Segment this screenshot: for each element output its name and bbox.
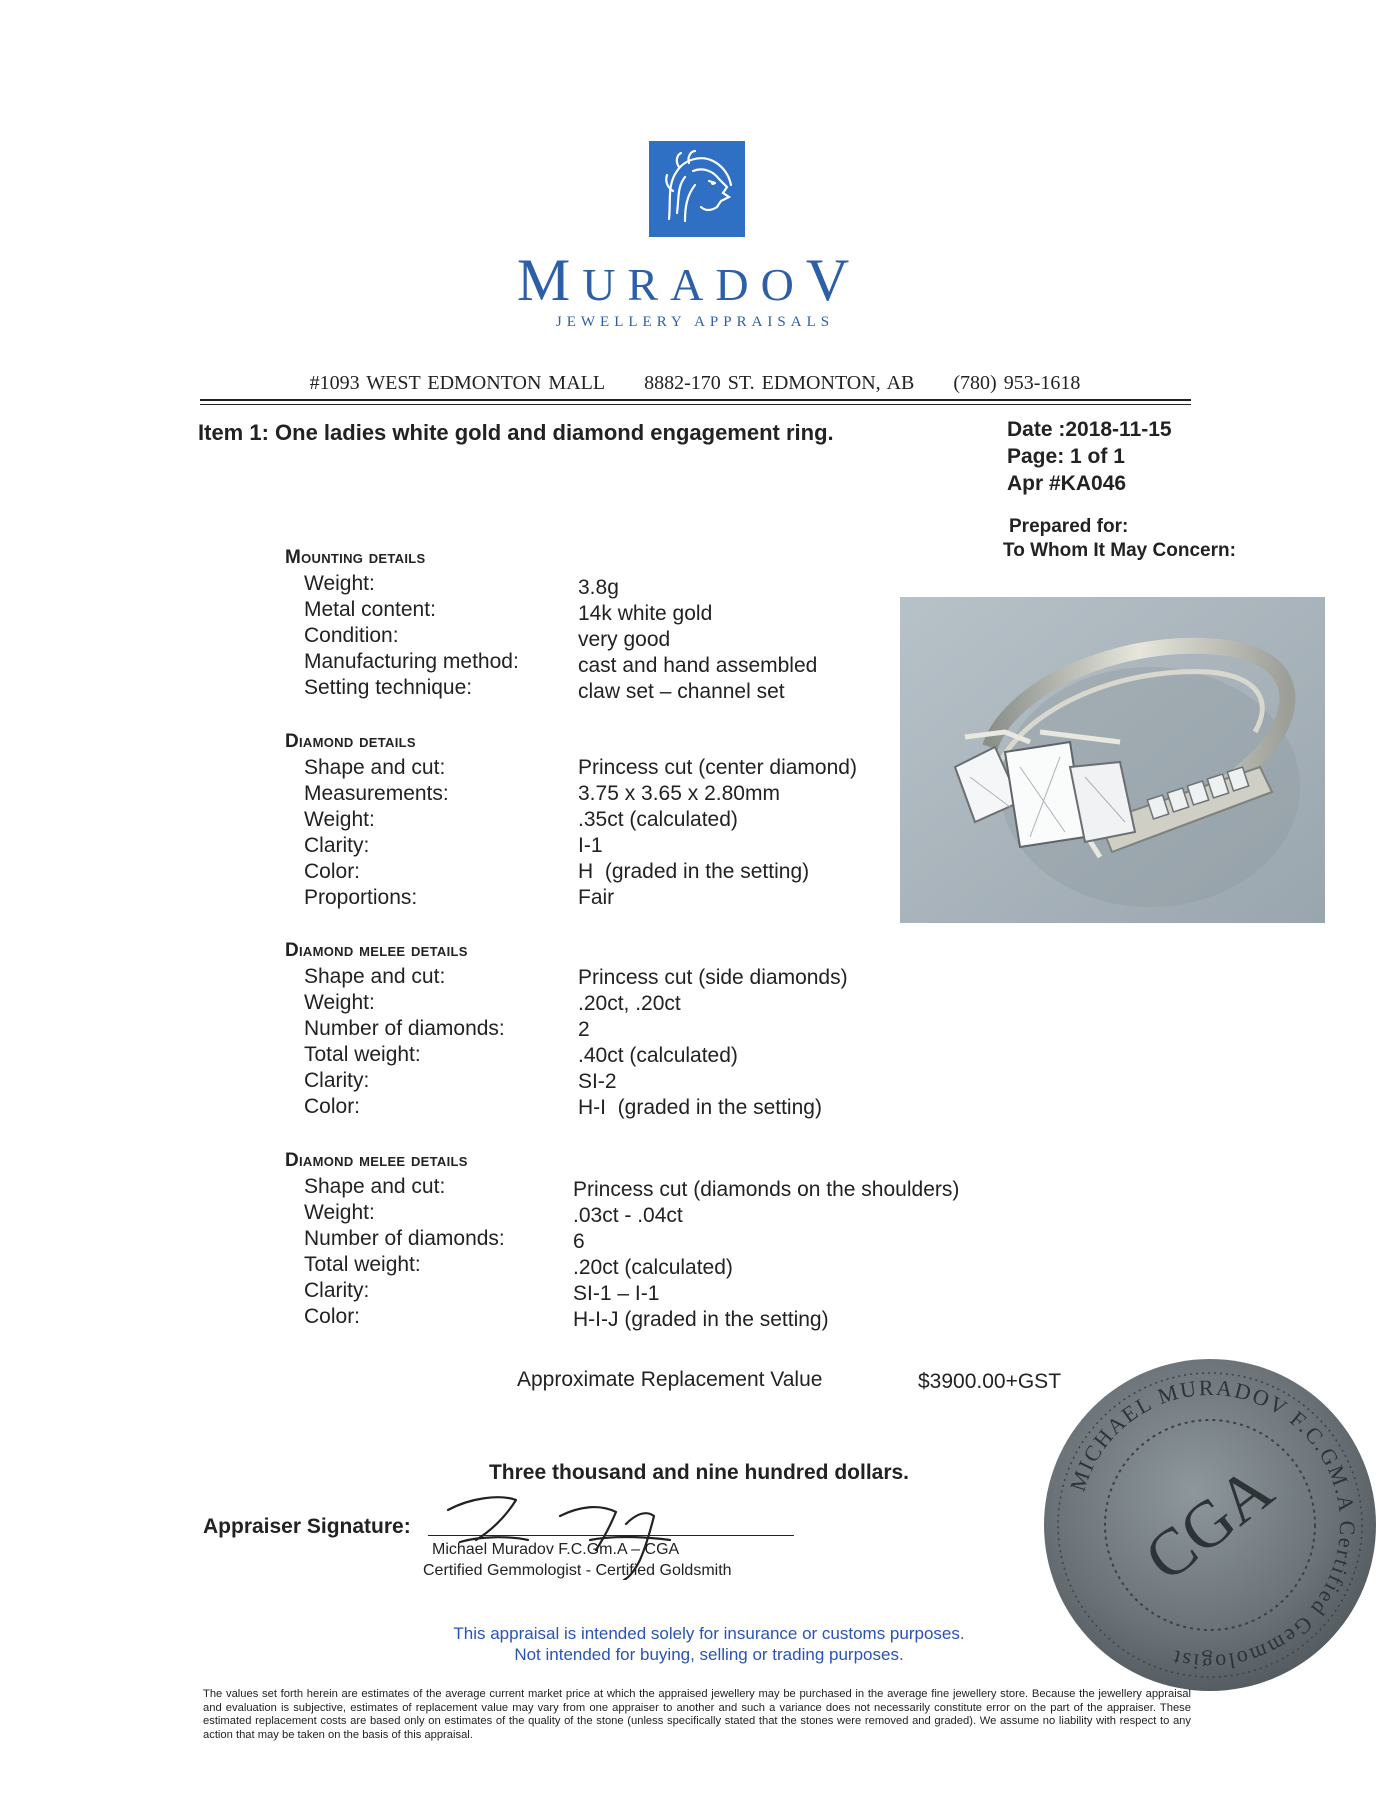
appraisal-date: Date :2018-11-15 <box>1007 418 1172 441</box>
melee2-label: Total weight: <box>304 1253 421 1276</box>
melee2-label: Number of diamonds: <box>304 1227 505 1250</box>
brand-tagline: JEWELLERY APPRAISALS <box>555 314 835 330</box>
melee1-values <box>578 965 918 1121</box>
melee1-value: .20ct, .20ct <box>578 992 681 1015</box>
mounting-value: claw set – channel set <box>578 680 785 703</box>
page-number: Page: 1 of 1 <box>1007 445 1125 468</box>
diamond-value: Princess cut (center diamond) <box>578 756 857 779</box>
appraisal-number: Apr #KA046 <box>1007 472 1127 495</box>
mounting-label: Setting technique: <box>304 676 473 699</box>
ring-image <box>900 597 1325 923</box>
prepared-for-value: To Whom It May Concern: <box>1003 540 1236 561</box>
melee2-values <box>573 1177 1013 1333</box>
mounting-value: cast and hand assembled <box>578 654 818 677</box>
header-rule-thin <box>200 404 1191 405</box>
mounting-values <box>578 575 898 705</box>
melee1-label: Clarity: <box>304 1069 370 1092</box>
melee2-value: Princess cut (diamonds on the shoulders) <box>573 1178 960 1201</box>
diamond-values <box>578 755 898 911</box>
logo <box>649 141 745 237</box>
diamond-heading <box>285 731 416 753</box>
melee1-value: SI-2 <box>578 1070 617 1093</box>
diamond-label: Color: <box>304 860 361 883</box>
mounting-value: 3.8g <box>578 576 619 599</box>
melee2-label: Clarity: <box>304 1279 370 1302</box>
melee2-value: .20ct (calculated) <box>573 1256 733 1279</box>
diamond-label: Measurements: <box>304 782 449 805</box>
replacement-value-label: Approximate Replacement Value <box>517 1368 823 1391</box>
diamond-label: Shape and cut: <box>304 756 446 779</box>
diamond-label: Proportions: <box>304 886 418 909</box>
lion-icon <box>649 141 745 237</box>
address-line <box>200 372 1190 395</box>
diamond-labels <box>304 755 564 911</box>
appraiser-title: Certified Gemmologist - Certified Goldsmith <box>423 1562 732 1579</box>
header-rule <box>200 399 1191 401</box>
prepared-for-label: Prepared for: <box>1009 516 1129 537</box>
diamond-value: .35ct (calculated) <box>578 808 738 831</box>
diamond-value: H (graded in the setting) <box>578 860 810 883</box>
melee1-label: Total weight: <box>304 1043 421 1066</box>
diamond-value: Fair <box>578 886 615 909</box>
melee1-value: Princess cut (side diamonds) <box>578 966 848 989</box>
mounting-label: Metal content: <box>304 598 436 621</box>
seal-outer-text: MICHAEL MURADOV F.C.GM.A Certified Gemmologist <box>1064 1374 1361 1676</box>
replacement-value: $3900.00+GST <box>918 1370 1062 1393</box>
cga-seal <box>1040 1355 1378 1695</box>
melee2-label: Weight: <box>304 1201 375 1224</box>
diamond-value: 3.75 x 3.65 x 2.80mm <box>578 782 780 805</box>
mounting-heading <box>285 547 426 569</box>
melee1-heading <box>285 940 468 962</box>
melee1-label: Weight: <box>304 991 375 1014</box>
appraiser-name: Michael Muradov F.C.Gm.A – CGA <box>432 1541 680 1558</box>
mounting-heading-text: Mounting details <box>285 547 426 568</box>
appraisal-meta <box>1007 416 1172 497</box>
notice-line-1: This appraisal is intended solely for insurance or customs purposes. <box>453 1624 965 1643</box>
mounting-label: Weight: <box>304 572 375 595</box>
melee2-heading <box>285 1150 468 1172</box>
melee2-value: H-I-J (graded in the setting) <box>573 1308 829 1331</box>
notice-line-2: Not intended for buying, selling or trading purposes. <box>514 1645 904 1664</box>
disclaimer: The values set forth herein are estimates of the average current market price at which the appraised jewellery may be purchased in the average fine jewellery store. Because the jewellery appraisal and evaluation is subjective, estimates of replacement value may vary from one appraiser to another and such a variance does not necessarily constitute error on the part of the appraiser. These estimated replacement costs are based only on estimates of the quality of the stone (unless specifically stated that the stones were removed and graded). We assume no liability with respect to any action that may be taken on the basis of this appraisal. <box>203 1688 1191 1741</box>
melee1-label: Number of diamonds: <box>304 1017 505 1040</box>
diamond-heading-text: Diamond details <box>285 731 416 752</box>
seal-center-text: CGA <box>1131 1452 1287 1596</box>
diamond-value: I-1 <box>578 834 603 857</box>
address-street: 8882-170 ST. EDMONTON, AB <box>644 372 915 394</box>
melee2-value: 6 <box>573 1230 585 1253</box>
diamond-label: Clarity: <box>304 834 370 857</box>
melee1-value: .40ct (calculated) <box>578 1044 738 1067</box>
melee1-label: Color: <box>304 1095 361 1118</box>
diamond-label: Weight: <box>304 808 375 831</box>
signature-label: Appraiser Signature: <box>203 1515 411 1538</box>
melee1-labels <box>304 964 564 1120</box>
melee2-value: SI-1 – I-1 <box>573 1282 660 1305</box>
melee1-value: H-I (graded in the setting) <box>578 1096 822 1119</box>
ring-photo <box>900 597 1325 923</box>
mounting-labels <box>304 571 564 701</box>
melee1-value: 2 <box>578 1018 590 1041</box>
melee2-heading-text: Diamond melee details <box>285 1150 468 1171</box>
mounting-label: Condition: <box>304 624 399 647</box>
value-in-words: Three thousand and nine hundred dollars. <box>488 1461 910 1484</box>
melee1-heading-text: Diamond melee details <box>285 940 468 961</box>
melee2-value: .03ct - .04ct <box>573 1204 683 1227</box>
brand-name: MURADOV <box>516 247 862 313</box>
melee2-labels <box>304 1174 564 1330</box>
mounting-value: 14k white gold <box>578 602 713 625</box>
item-title: Item 1: One ladies white gold and diamond engagement ring. <box>198 420 834 445</box>
address-phone: (780) 953-1618 <box>953 372 1081 394</box>
melee1-label: Shape and cut: <box>304 965 446 988</box>
address-mall: #1093 WEST EDMONTON MALL <box>309 372 606 394</box>
melee2-label: Color: <box>304 1305 361 1328</box>
melee2-label: Shape and cut: <box>304 1175 446 1198</box>
mounting-label: Manufacturing method: <box>304 650 519 673</box>
mounting-value: very good <box>578 628 671 651</box>
